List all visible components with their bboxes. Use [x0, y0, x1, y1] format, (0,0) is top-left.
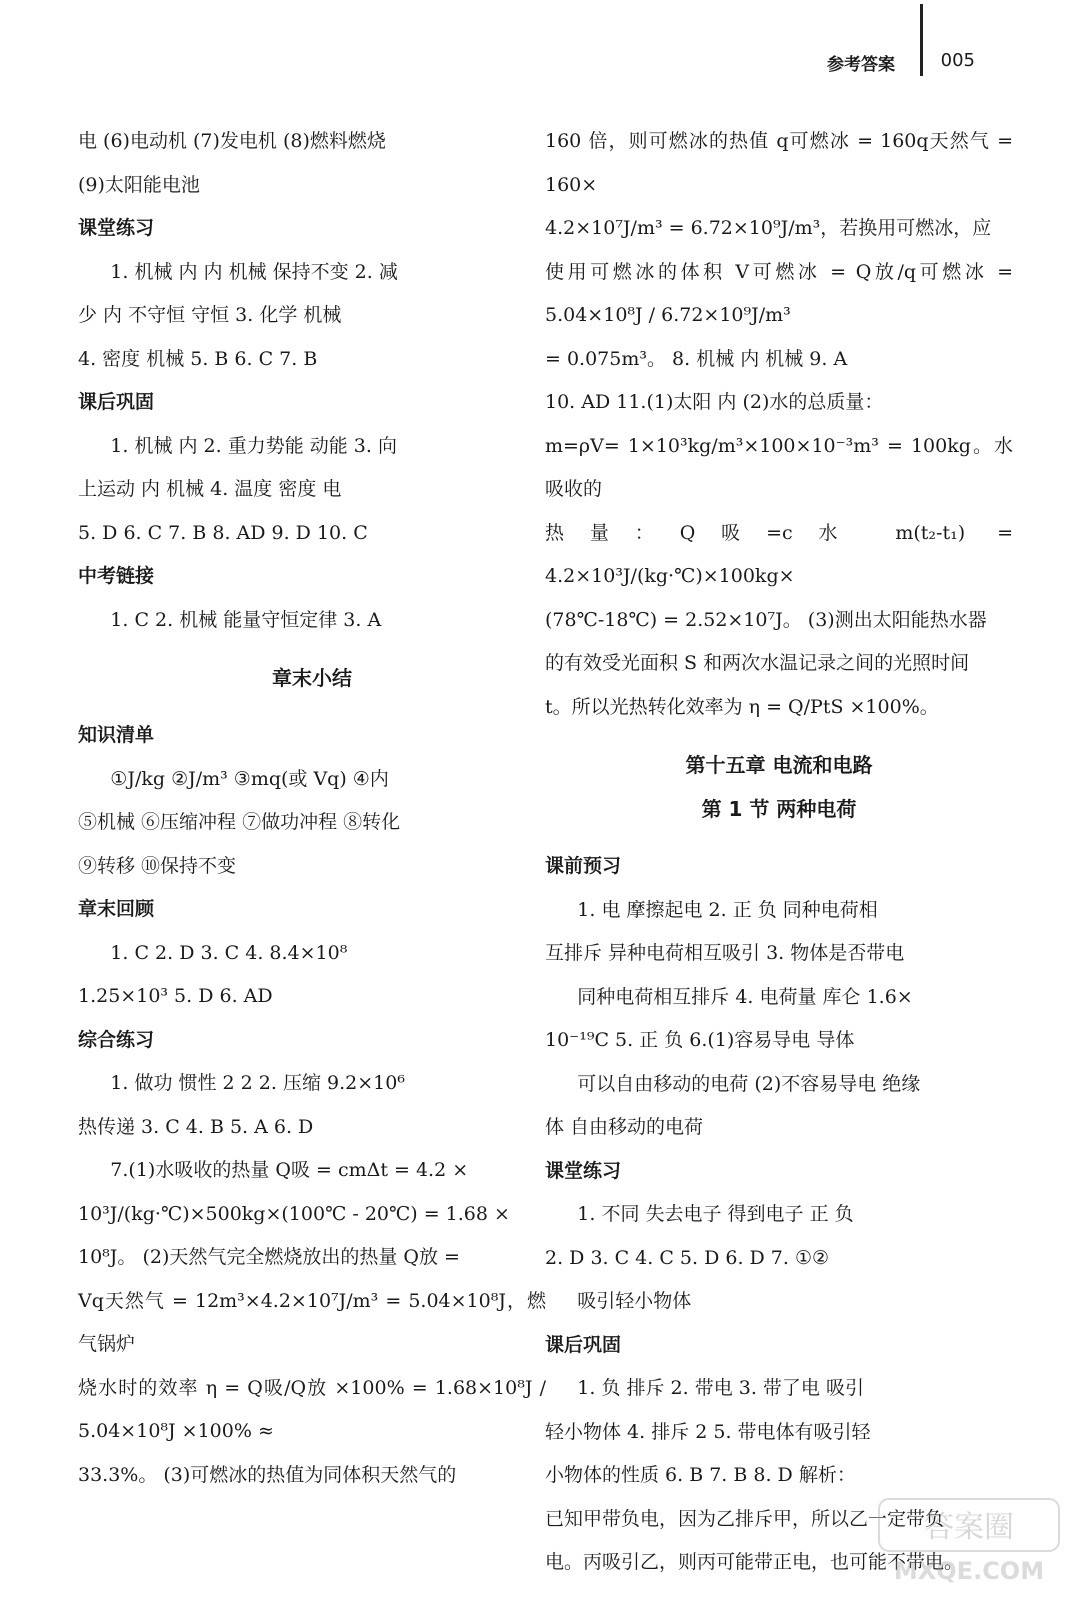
- answer-line: 热传递 3. C 4. B 5. A 6. D: [78, 1115, 314, 1138]
- answer-line: Vq天然气 = 12m³×4.2×10⁷J/m³ = 5.04×10⁸J，燃气锅炉: [78, 1289, 546, 1355]
- answer-line: = 0.075m³。 8. 机械 内 机械 9. A: [545, 347, 848, 370]
- answer-line: 1. 机械 内 内 机械 保持不变 2. 减: [110, 260, 398, 283]
- answer-line: 互排斥 异种电荷相互吸引 3. 物体是否带电: [545, 942, 905, 964]
- answer-line: 1. 做功 惯性 2 2 2. 压缩 9.2×10⁶: [110, 1072, 405, 1094]
- answer-line: ⑨转移 ⑩保持不变: [78, 854, 237, 877]
- answer-line: 4.2×10⁷J/m³ = 6.72×10⁹J/m³，若换用可燃冰，应: [545, 217, 992, 239]
- answer-line: 1.25×10³ 5. D 6. AD: [78, 985, 273, 1007]
- spacer: [545, 729, 1013, 743]
- answer-line: 1. 机械 内 2. 重力势能 动能 3. 向: [110, 434, 397, 457]
- spacer: [78, 642, 546, 656]
- answer-line: 上运动 内 机械 4. 温度 密度 电: [78, 478, 342, 500]
- answer-line: t。所以光热转化效率为 η = Q/PtS ×100%。: [545, 695, 939, 718]
- answer-line: 2. D 3. C 4. C 5. D 6. D 7. ①②: [545, 1246, 830, 1269]
- answer-line: 烧水时的效率 η = Q吸/Q放 ×100% = 1.68×10⁸J / 5.04×10⁸J ×100% ≈: [78, 1376, 546, 1442]
- answer-line: 1. C 2. D 3. C 4. 8.4×10⁸: [110, 941, 348, 964]
- answer-line: 热量：Q吸=c水 m(t₂-t₁) = 4.2×10³J/(kg·℃)×100kg×: [545, 521, 1013, 587]
- answer-line: 1. 电 摩擦起电 2. 正 负 同种电荷相: [577, 898, 878, 921]
- section-heading: 课后巩固: [545, 1333, 622, 1356]
- answer-line: 小物体的性质 6. B 7. B 8. D 解析：: [545, 1464, 856, 1486]
- answer-line: 使用可燃冰的体积 V可燃冰 = Q放/q可燃冰 = 5.04×10⁸J / 6.72×10⁹J/m³: [545, 260, 1013, 326]
- section-heading: 知识清单: [78, 724, 155, 746]
- answer-line: ①J/kg ②J/m³ ③mq(或 Vq) ④内: [110, 767, 389, 790]
- answer-line: 吸引轻小物体: [577, 1290, 692, 1312]
- page-number: 005: [940, 50, 975, 71]
- answer-line: 同种电荷相互排斥 4. 电荷量 库仑 1.6×: [577, 985, 913, 1008]
- answer-line: 的有效受光面积 S 和两次水温记录之间的光照时间: [545, 652, 970, 674]
- section-heading: 中考链接: [78, 565, 155, 587]
- answer-line: 1. C 2. 机械 能量守恒定律 3. A: [110, 608, 382, 631]
- right-column: [545, 120, 1013, 1585]
- section-heading: 课堂练习: [545, 1159, 622, 1182]
- answer-line: (78℃-18℃) = 2.52×10⁷J。 (3)测出太阳能热水器: [545, 608, 987, 631]
- answer-line: 可以自由移动的电荷 (2)不容易导电 绝缘: [577, 1072, 921, 1095]
- answer-line: 轻小物体 4. 排斥 2 5. 带电体有吸引轻: [545, 1420, 871, 1443]
- answer-line: 10. AD 11.(1)太阳 内 (2)水的总质量：: [545, 391, 884, 413]
- header-divider: [920, 4, 923, 76]
- answer-line: 已知甲带负电，因为乙排斥甲，所以乙一定带负: [545, 1507, 945, 1530]
- answer-line: 10³J/(kg·℃)×500kg×(100℃ - 20℃) = 1.68 ×: [78, 1202, 510, 1225]
- answer-line: 10⁻¹⁹C 5. 正 负 6.(1)容易导电 导体: [545, 1029, 855, 1051]
- answer-line: 1. 不同 失去电子 得到电子 正 负: [577, 1203, 854, 1225]
- left-column: [78, 120, 546, 1497]
- answer-line: 160 倍，则可燃冰的热值 q可燃冰 = 160q天然气 = 160×: [545, 130, 1013, 196]
- chapter-title: 第 1 节 两种电荷: [701, 797, 857, 821]
- answer-line: ⑤机械 ⑥压缩冲程 ⑦做功冲程 ⑧转化: [78, 811, 401, 833]
- section-heading: 课后巩固: [78, 391, 155, 413]
- answer-line: 1. 负 排斥 2. 带电 3. 带了电 吸引: [577, 1377, 864, 1399]
- section-heading: 章末回顾: [78, 898, 155, 920]
- answer-line: 5. D 6. C 7. B 8. AD 9. D 10. C: [78, 521, 368, 544]
- answer-line: 电。丙吸引乙，则丙可能带正电，也可能不带电。: [545, 1551, 964, 1573]
- answer-line: 4. 密度 机械 5. B 6. C 7. B: [78, 347, 318, 370]
- svg-text:答案圈: 答案圈: [924, 1510, 1014, 1545]
- answer-line: 电 (6)电动机 (7)发电机 (8)燃料燃烧: [78, 130, 386, 152]
- section-heading: 综合练习: [78, 1028, 155, 1051]
- header-label: 参考答案: [827, 55, 895, 75]
- answer-line: 7.(1)水吸收的热量 Q吸 = cmΔt = 4.2 ×: [110, 1159, 469, 1181]
- chapter-title: 第十五章 电流和电路: [685, 753, 873, 777]
- answer-line: (9)太阳能电池: [78, 173, 200, 196]
- chapter-title: 章末小结: [272, 666, 352, 690]
- spacer: [78, 700, 546, 714]
- answer-line: m=ρV= 1×10³kg/m³×100×10⁻³m³ = 100kg。水吸收的: [545, 434, 1013, 500]
- answer-line: 体 自由移动的电荷: [545, 1116, 704, 1138]
- svg-text:MXQE.COM: MXQE.COM: [893, 1557, 1045, 1585]
- section-heading: 课前预习: [545, 855, 622, 877]
- watermark-logo: [875, 1493, 1065, 1588]
- answer-line: 33.3%。 (3)可燃冰的热值为同体积天然气的: [78, 1463, 457, 1486]
- answer-line: 少 内 不守恒 守恒 3. 化学 机械: [78, 304, 342, 326]
- spacer: [545, 831, 1013, 845]
- section-heading: 课堂练习: [78, 217, 155, 239]
- answer-line: 10⁸J。 (2)天然气完全燃烧放出的热量 Q放 =: [78, 1246, 460, 1268]
